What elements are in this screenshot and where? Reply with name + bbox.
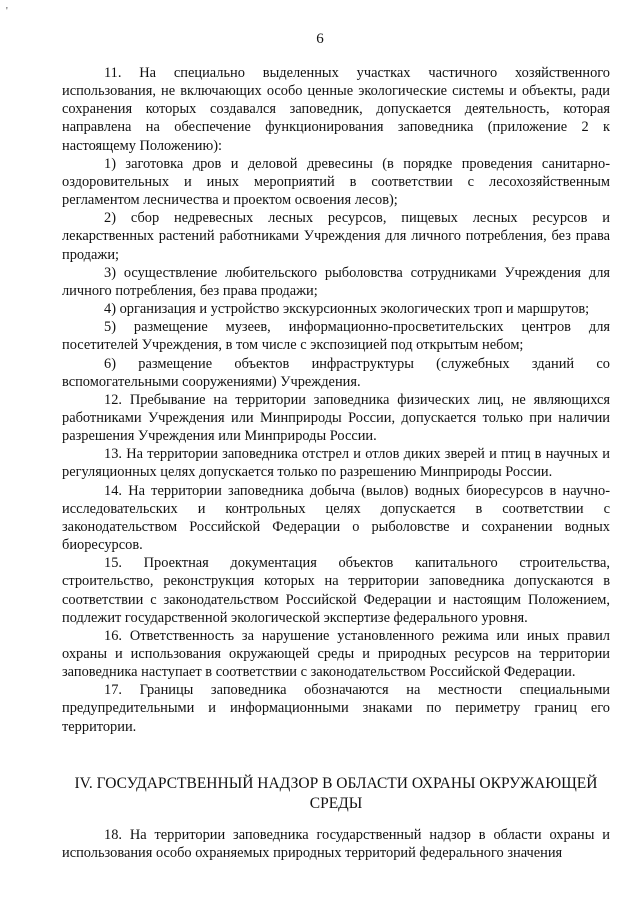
paragraph-17: 17. Границы заповедника обозначаются на местности специальными предупредительными и информационными знаками по периметру границ его территории. xyxy=(62,682,610,735)
document-body xyxy=(62,64,610,862)
list-item-6: 6) размещение объектов инфраструктуры (служебных зданий со вспомогательными сооружениями) Учреждения. xyxy=(62,355,610,390)
paragraph-16: 16. Ответственность за нарушение установленного режима или иных правил охраны и использования окружающей среды и природных ресурсов на территории заповедника наступает в соответствии с законодательством Российской Федерации. xyxy=(62,627,610,681)
paragraph-18: 18. На территории заповедника государственный надзор в области охраны и использования особо охраняемых природных территорий федерального значения xyxy=(62,826,610,861)
section-heading: IV. ГОСУДАРСТВЕННЫЙ НАДЗОР В ОБЛАСТИ ОХРАНЫ ОКРУЖАЮЩЕЙ СРЕДЫ xyxy=(74,774,598,812)
list-item-4: 4) организация и устройство экскурсионных экологических троп и маршрутов; xyxy=(104,301,590,318)
list-item-5: 5) размещение музеев, информационно-просветительских центров для посетителей Учреждения, в том числе с экспозицией под открытым небом; xyxy=(62,319,610,354)
list-item-2: 2) сбор недревесных лесных ресурсов, пищевых лесных ресурсов и лекарственных растений работниками Учреждения для личного потребления, без права продажи; xyxy=(62,210,610,263)
paragraph-12: 12. Пребывание на территории заповедника физических лиц, не являющихся работниками Учреждения или Минприроды России, допускается только при наличии разрешения Учреждения или Минприроды России. xyxy=(62,391,610,445)
paragraph-14: 14. На территории заповедника добыча (вылов) водных биоресурсов в научно-исследовательских и контрольных целях допускается в соответствии с законодательством Российской Федерации о рыболовстве и сохранении водных биоресурсов. xyxy=(62,482,610,554)
paragraph-15: 15. Проектная документация объектов капитального строительства, строительство, реконструкция которых на территории заповедника допускаются в соответствии с законодательством Российской Федерации и настоящим Положением, подлежит государственной экологической экспертизе федерального уровня. xyxy=(62,555,610,626)
page-number: 6 xyxy=(316,31,324,47)
paragraph-13: 13. На территории заповедника отстрел и отлов диких зверей и птиц в научных и регуляционных целях допускается только по разрешению Минприроды России. xyxy=(62,446,610,481)
paragraph-11: 11. На специально выделенных участках частичного хозяйственного использования, не включающих особо ценные экологические системы и объекты, ради сохранения которых создавался заповедник, допускается деятельность, которая направлена на обеспечение функционирования заповедника (приложение 2 к настоящему Положению): xyxy=(62,65,610,154)
corner-mark: ' xyxy=(6,6,8,17)
list-item-3: 3) осуществление любительского рыболовства сотрудниками Учреждения для личного потребления, без права продажи; xyxy=(62,264,610,299)
list-item-1: 1) заготовка дров и деловой древесины (в порядке проведения санитарно-оздоровительных и иных мероприятий в соответствии с лесохозяйственным регламентом лесничества и проектом освоения лесов); xyxy=(62,155,610,209)
